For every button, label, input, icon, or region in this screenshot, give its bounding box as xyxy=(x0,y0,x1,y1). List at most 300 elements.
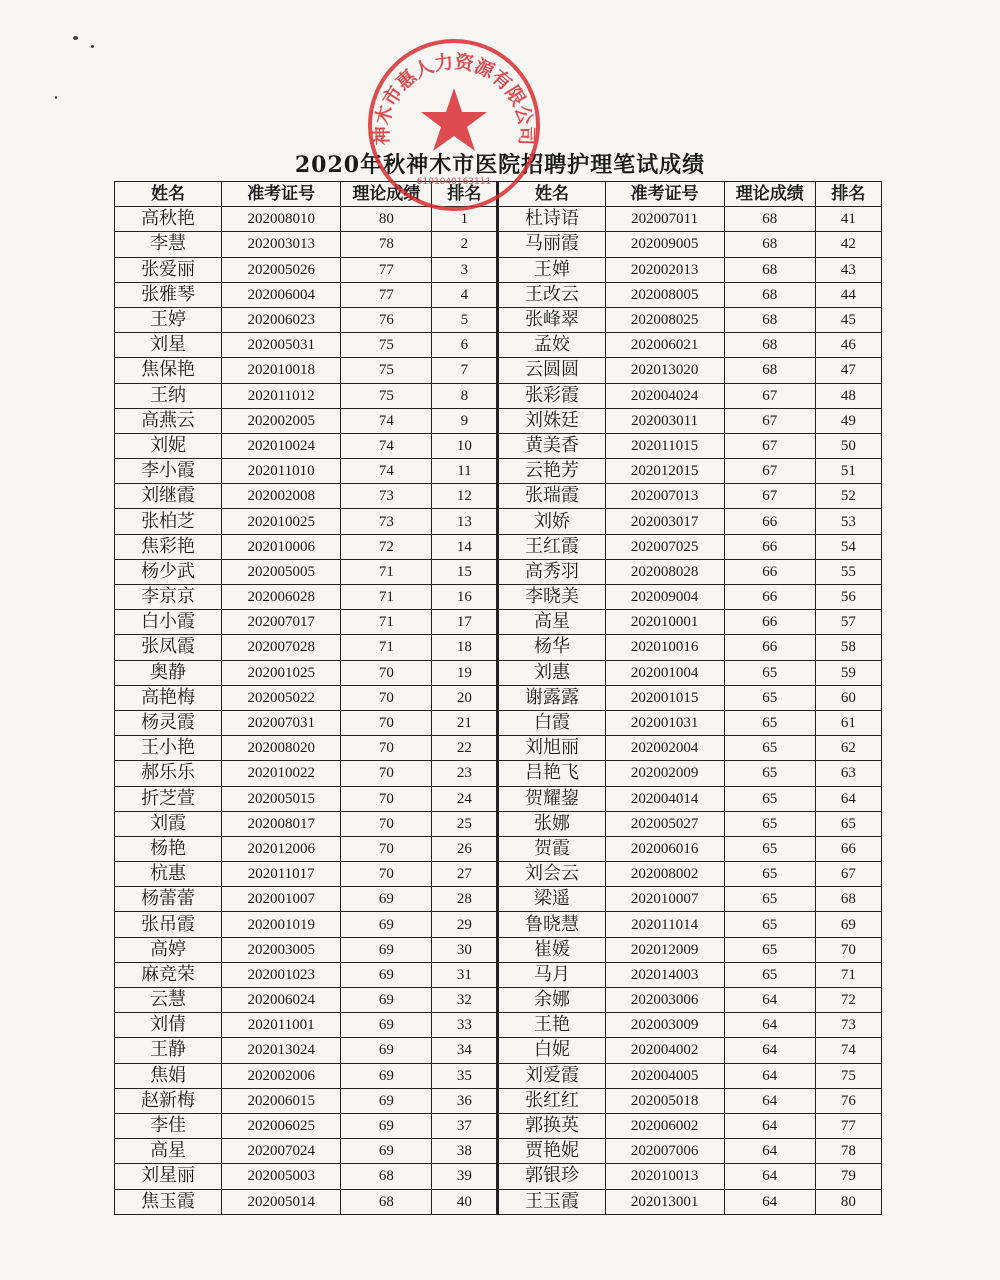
left-id-cell: 202007031 xyxy=(222,710,341,735)
table-row xyxy=(115,836,882,861)
table-row xyxy=(115,1038,882,1063)
table-row xyxy=(115,660,882,685)
right-id-cell: 202002013 xyxy=(605,257,724,282)
right-name-cell: 贺耀鋆 xyxy=(498,786,605,811)
right-rank-cell: 78 xyxy=(815,1139,881,1164)
left-score-cell: 69 xyxy=(341,1088,432,1113)
left-name-cell: 高艳梅 xyxy=(115,685,222,710)
header-name: 姓名 xyxy=(498,182,605,207)
left-name-cell: 张爱丽 xyxy=(115,257,222,282)
right-rank-cell: 80 xyxy=(815,1189,881,1214)
left-id-cell: 202007024 xyxy=(222,1139,341,1164)
left-id-cell: 202013024 xyxy=(222,1038,341,1063)
left-name-cell: 李小霞 xyxy=(115,459,222,484)
left-score-cell: 75 xyxy=(341,383,432,408)
table-row xyxy=(115,937,882,962)
left-rank-cell: 29 xyxy=(432,912,498,937)
right-id-cell: 202002009 xyxy=(605,761,724,786)
right-name-cell: 贾艳妮 xyxy=(498,1139,605,1164)
table-row xyxy=(115,1013,882,1038)
left-id-cell: 202011017 xyxy=(222,862,341,887)
right-name-cell: 杜诗语 xyxy=(498,207,605,232)
left-id-cell: 202008017 xyxy=(222,811,341,836)
right-id-cell: 202009005 xyxy=(605,232,724,257)
left-rank-cell: 6 xyxy=(432,333,498,358)
right-score-cell: 64 xyxy=(724,1088,815,1113)
left-name-cell: 焦保艳 xyxy=(115,358,222,383)
right-id-cell: 202003009 xyxy=(605,1013,724,1038)
left-name-cell: 云慧 xyxy=(115,988,222,1013)
right-rank-cell: 54 xyxy=(815,534,881,559)
table-row xyxy=(115,307,882,332)
right-score-cell: 68 xyxy=(724,232,815,257)
left-score-cell: 76 xyxy=(341,307,432,332)
left-name-cell: 刘霞 xyxy=(115,811,222,836)
right-id-cell: 202003006 xyxy=(605,988,724,1013)
page-title: 2020年秋神木市医院招聘护理笔试成绩 xyxy=(294,152,706,178)
right-name-cell: 李晓美 xyxy=(498,585,605,610)
left-rank-cell: 17 xyxy=(432,610,498,635)
right-name-cell: 刘姝廷 xyxy=(498,408,605,433)
right-score-cell: 66 xyxy=(724,635,815,660)
left-id-cell: 202005026 xyxy=(222,257,341,282)
right-rank-cell: 56 xyxy=(815,585,881,610)
right-id-cell: 202005027 xyxy=(605,811,724,836)
right-score-cell: 64 xyxy=(724,988,815,1013)
header-row xyxy=(115,182,882,207)
right-id-cell: 202004024 xyxy=(605,383,724,408)
table-row xyxy=(115,207,882,232)
left-name-cell: 焦玉霞 xyxy=(115,1189,222,1214)
right-id-cell: 202004005 xyxy=(605,1063,724,1088)
right-id-cell: 202001015 xyxy=(605,685,724,710)
right-id-cell: 202007006 xyxy=(605,1139,724,1164)
left-id-cell: 202011012 xyxy=(222,383,341,408)
left-rank-cell: 28 xyxy=(432,887,498,912)
right-rank-cell: 72 xyxy=(815,988,881,1013)
left-id-cell: 202002008 xyxy=(222,484,341,509)
left-name-cell: 刘星丽 xyxy=(115,1164,222,1189)
left-rank-cell: 30 xyxy=(432,937,498,962)
left-name-cell: 奥静 xyxy=(115,660,222,685)
left-score-cell: 69 xyxy=(341,1013,432,1038)
right-score-cell: 66 xyxy=(724,610,815,635)
right-id-cell: 202006002 xyxy=(605,1113,724,1138)
left-rank-cell: 11 xyxy=(432,459,498,484)
left-id-cell: 202010025 xyxy=(222,509,341,534)
right-id-cell: 202001031 xyxy=(605,710,724,735)
left-score-cell: 70 xyxy=(341,710,432,735)
table-row xyxy=(115,988,882,1013)
left-score-cell: 72 xyxy=(341,534,432,559)
right-name-cell: 黄美香 xyxy=(498,433,605,458)
left-id-cell: 202011010 xyxy=(222,459,341,484)
left-id-cell: 202005003 xyxy=(222,1164,341,1189)
right-id-cell: 202010013 xyxy=(605,1164,724,1189)
left-rank-cell: 12 xyxy=(432,484,498,509)
table-row xyxy=(115,257,882,282)
left-name-cell: 杨少武 xyxy=(115,559,222,584)
left-id-cell: 202002006 xyxy=(222,1063,341,1088)
table-row xyxy=(115,887,882,912)
header-rank: 排名 xyxy=(815,182,881,207)
right-score-cell: 68 xyxy=(724,307,815,332)
right-name-cell: 王红霞 xyxy=(498,534,605,559)
left-score-cell: 71 xyxy=(341,559,432,584)
right-rank-cell: 50 xyxy=(815,433,881,458)
left-name-cell: 李京京 xyxy=(115,585,222,610)
left-score-cell: 69 xyxy=(341,937,432,962)
right-score-cell: 68 xyxy=(724,358,815,383)
left-name-cell: 张柏芝 xyxy=(115,509,222,534)
left-name-cell: 白小霞 xyxy=(115,610,222,635)
left-name-cell: 折芝萱 xyxy=(115,786,222,811)
right-score-cell: 65 xyxy=(724,786,815,811)
right-rank-cell: 45 xyxy=(815,307,881,332)
right-rank-cell: 44 xyxy=(815,282,881,307)
left-score-cell: 68 xyxy=(341,1164,432,1189)
table-row xyxy=(115,1063,882,1088)
left-name-cell: 高秋艳 xyxy=(115,207,222,232)
right-name-cell: 刘惠 xyxy=(498,660,605,685)
right-score-cell: 64 xyxy=(724,1063,815,1088)
right-name-cell: 余娜 xyxy=(498,988,605,1013)
right-id-cell: 202012015 xyxy=(605,459,724,484)
left-rank-cell: 26 xyxy=(432,836,498,861)
right-id-cell: 202008025 xyxy=(605,307,724,332)
right-score-cell: 66 xyxy=(724,509,815,534)
left-id-cell: 202006028 xyxy=(222,585,341,610)
right-score-cell: 64 xyxy=(724,1164,815,1189)
header-name: 姓名 xyxy=(115,182,222,207)
header-id: 准考证号 xyxy=(605,182,724,207)
right-rank-cell: 70 xyxy=(815,937,881,962)
table-row xyxy=(115,408,882,433)
right-score-cell: 64 xyxy=(724,1113,815,1138)
table-row xyxy=(115,282,882,307)
left-name-cell: 杨灵霞 xyxy=(115,710,222,735)
right-score-cell: 64 xyxy=(724,1038,815,1063)
left-rank-cell: 23 xyxy=(432,761,498,786)
right-name-cell: 白霞 xyxy=(498,710,605,735)
right-name-cell: 王玉霞 xyxy=(498,1189,605,1214)
right-rank-cell: 49 xyxy=(815,408,881,433)
right-id-cell: 202008028 xyxy=(605,559,724,584)
table-row xyxy=(115,710,882,735)
left-rank-cell: 7 xyxy=(432,358,498,383)
left-name-cell: 张凤霞 xyxy=(115,635,222,660)
table-row xyxy=(115,635,882,660)
right-name-cell: 郭银珍 xyxy=(498,1164,605,1189)
left-name-cell: 刘继霞 xyxy=(115,484,222,509)
left-score-cell: 71 xyxy=(341,635,432,660)
right-name-cell: 马月 xyxy=(498,962,605,987)
left-name-cell: 高星 xyxy=(115,1139,222,1164)
left-score-cell: 69 xyxy=(341,1139,432,1164)
left-rank-cell: 36 xyxy=(432,1088,498,1113)
table-row xyxy=(115,912,882,937)
right-id-cell: 202007011 xyxy=(605,207,724,232)
right-rank-cell: 79 xyxy=(815,1164,881,1189)
left-name-cell: 高婷 xyxy=(115,937,222,962)
left-name-cell: 郝乐乐 xyxy=(115,761,222,786)
right-id-cell: 202004014 xyxy=(605,786,724,811)
right-name-cell: 张娜 xyxy=(498,811,605,836)
right-name-cell: 郭换英 xyxy=(498,1113,605,1138)
left-id-cell: 202010024 xyxy=(222,433,341,458)
right-rank-cell: 43 xyxy=(815,257,881,282)
left-name-cell: 高燕云 xyxy=(115,408,222,433)
right-rank-cell: 57 xyxy=(815,610,881,635)
left-rank-cell: 40 xyxy=(432,1189,498,1214)
right-name-cell: 张彩霞 xyxy=(498,383,605,408)
left-score-cell: 69 xyxy=(341,1063,432,1088)
right-name-cell: 王艳 xyxy=(498,1013,605,1038)
left-name-cell: 杨蕾蕾 xyxy=(115,887,222,912)
left-rank-cell: 25 xyxy=(432,811,498,836)
left-rank-cell: 22 xyxy=(432,736,498,761)
table-row xyxy=(115,962,882,987)
left-rank-cell: 4 xyxy=(432,282,498,307)
left-id-cell: 202010006 xyxy=(222,534,341,559)
right-score-cell: 65 xyxy=(724,761,815,786)
seal-star-icon xyxy=(421,88,487,151)
table-row xyxy=(115,610,882,635)
left-score-cell: 75 xyxy=(341,358,432,383)
left-score-cell: 75 xyxy=(341,333,432,358)
left-rank-cell: 38 xyxy=(432,1139,498,1164)
scan-speck xyxy=(73,36,78,40)
scan-speck xyxy=(55,96,57,99)
left-score-cell: 69 xyxy=(341,887,432,912)
right-score-cell: 65 xyxy=(724,937,815,962)
right-id-cell: 202003017 xyxy=(605,509,724,534)
right-rank-cell: 48 xyxy=(815,383,881,408)
left-rank-cell: 32 xyxy=(432,988,498,1013)
right-id-cell: 202001004 xyxy=(605,660,724,685)
left-name-cell: 张雅琴 xyxy=(115,282,222,307)
table-row xyxy=(115,383,882,408)
right-score-cell: 65 xyxy=(724,912,815,937)
left-score-cell: 77 xyxy=(341,257,432,282)
left-score-cell: 70 xyxy=(341,761,432,786)
left-rank-cell: 13 xyxy=(432,509,498,534)
left-score-cell: 71 xyxy=(341,585,432,610)
right-score-cell: 67 xyxy=(724,484,815,509)
left-id-cell: 202005031 xyxy=(222,333,341,358)
left-id-cell: 202002005 xyxy=(222,408,341,433)
left-score-cell: 80 xyxy=(341,207,432,232)
right-rank-cell: 64 xyxy=(815,786,881,811)
right-score-cell: 67 xyxy=(724,408,815,433)
left-id-cell: 202006024 xyxy=(222,988,341,1013)
right-name-cell: 刘会云 xyxy=(498,862,605,887)
left-rank-cell: 5 xyxy=(432,307,498,332)
left-score-cell: 74 xyxy=(341,433,432,458)
right-name-cell: 白妮 xyxy=(498,1038,605,1063)
right-id-cell: 202005018 xyxy=(605,1088,724,1113)
left-score-cell: 69 xyxy=(341,1113,432,1138)
table-row xyxy=(115,685,882,710)
right-name-cell: 梁遥 xyxy=(498,887,605,912)
left-id-cell: 202010018 xyxy=(222,358,341,383)
left-rank-cell: 35 xyxy=(432,1063,498,1088)
right-rank-cell: 53 xyxy=(815,509,881,534)
left-score-cell: 70 xyxy=(341,736,432,761)
right-rank-cell: 67 xyxy=(815,862,881,887)
right-rank-cell: 69 xyxy=(815,912,881,937)
right-rank-cell: 47 xyxy=(815,358,881,383)
left-name-cell: 王纳 xyxy=(115,383,222,408)
right-rank-cell: 58 xyxy=(815,635,881,660)
scan-speck xyxy=(91,45,94,48)
left-name-cell: 焦彩艳 xyxy=(115,534,222,559)
left-id-cell: 202008010 xyxy=(222,207,341,232)
right-rank-cell: 65 xyxy=(815,811,881,836)
left-rank-cell: 31 xyxy=(432,962,498,987)
left-score-cell: 70 xyxy=(341,811,432,836)
right-name-cell: 云艳芳 xyxy=(498,459,605,484)
seal-code: 6101040163111 xyxy=(416,177,492,187)
right-score-cell: 65 xyxy=(724,887,815,912)
left-score-cell: 69 xyxy=(341,962,432,987)
right-name-cell: 王改云 xyxy=(498,282,605,307)
left-rank-cell: 21 xyxy=(432,710,498,735)
right-id-cell: 202011015 xyxy=(605,433,724,458)
right-score-cell: 67 xyxy=(724,433,815,458)
left-id-cell: 202010022 xyxy=(222,761,341,786)
left-id-cell: 202007017 xyxy=(222,610,341,635)
right-score-cell: 65 xyxy=(724,862,815,887)
left-rank-cell: 33 xyxy=(432,1013,498,1038)
right-id-cell: 202008002 xyxy=(605,862,724,887)
left-rank-cell: 39 xyxy=(432,1164,498,1189)
right-name-cell: 高星 xyxy=(498,610,605,635)
left-score-cell: 69 xyxy=(341,1038,432,1063)
left-id-cell: 202001025 xyxy=(222,660,341,685)
right-score-cell: 68 xyxy=(724,207,815,232)
right-name-cell: 云圆圆 xyxy=(498,358,605,383)
left-id-cell: 202008020 xyxy=(222,736,341,761)
right-name-cell: 鲁晓慧 xyxy=(498,912,605,937)
left-id-cell: 202012006 xyxy=(222,836,341,861)
table-row xyxy=(115,358,882,383)
table-row xyxy=(115,1189,882,1214)
right-rank-cell: 60 xyxy=(815,685,881,710)
left-name-cell: 杨艳 xyxy=(115,836,222,861)
right-score-cell: 65 xyxy=(724,811,815,836)
table-row xyxy=(115,736,882,761)
right-rank-cell: 41 xyxy=(815,207,881,232)
right-score-cell: 65 xyxy=(724,962,815,987)
left-id-cell: 202005015 xyxy=(222,786,341,811)
right-id-cell: 202002004 xyxy=(605,736,724,761)
left-score-cell: 73 xyxy=(341,484,432,509)
right-id-cell: 202006021 xyxy=(605,333,724,358)
left-rank-cell: 1 xyxy=(432,207,498,232)
left-name-cell: 李佳 xyxy=(115,1113,222,1138)
right-name-cell: 刘旭丽 xyxy=(498,736,605,761)
table-row xyxy=(115,232,882,257)
right-score-cell: 65 xyxy=(724,736,815,761)
left-name-cell: 刘倩 xyxy=(115,1013,222,1038)
right-rank-cell: 75 xyxy=(815,1063,881,1088)
right-name-cell: 张瑞霞 xyxy=(498,484,605,509)
table-row xyxy=(115,1113,882,1138)
left-rank-cell: 19 xyxy=(432,660,498,685)
table-row xyxy=(115,1139,882,1164)
right-score-cell: 67 xyxy=(724,459,815,484)
right-rank-cell: 77 xyxy=(815,1113,881,1138)
left-score-cell: 74 xyxy=(341,459,432,484)
right-rank-cell: 52 xyxy=(815,484,881,509)
right-name-cell: 刘爱霞 xyxy=(498,1063,605,1088)
left-rank-cell: 15 xyxy=(432,559,498,584)
right-score-cell: 65 xyxy=(724,836,815,861)
right-score-cell: 66 xyxy=(724,559,815,584)
left-name-cell: 赵新梅 xyxy=(115,1088,222,1113)
left-rank-cell: 37 xyxy=(432,1113,498,1138)
left-id-cell: 202006004 xyxy=(222,282,341,307)
left-name-cell: 李慧 xyxy=(115,232,222,257)
right-id-cell: 202012009 xyxy=(605,937,724,962)
right-score-cell: 68 xyxy=(724,333,815,358)
right-name-cell: 张红红 xyxy=(498,1088,605,1113)
left-id-cell: 202011001 xyxy=(222,1013,341,1038)
left-score-cell: 78 xyxy=(341,232,432,257)
left-score-cell: 70 xyxy=(341,862,432,887)
left-name-cell: 王静 xyxy=(115,1038,222,1063)
right-id-cell: 202006016 xyxy=(605,836,724,861)
right-id-cell: 202010016 xyxy=(605,635,724,660)
right-name-cell: 崔媛 xyxy=(498,937,605,962)
header-score: 理论成绩 xyxy=(724,182,815,207)
header-rank: 排名 xyxy=(432,182,498,207)
left-rank-cell: 20 xyxy=(432,685,498,710)
left-id-cell: 202003005 xyxy=(222,937,341,962)
right-score-cell: 65 xyxy=(724,660,815,685)
left-score-cell: 70 xyxy=(341,836,432,861)
left-rank-cell: 2 xyxy=(432,232,498,257)
right-name-cell: 张峰翠 xyxy=(498,307,605,332)
right-rank-cell: 74 xyxy=(815,1038,881,1063)
table-row xyxy=(115,761,882,786)
right-rank-cell: 71 xyxy=(815,962,881,987)
right-id-cell: 202013001 xyxy=(605,1189,724,1214)
left-rank-cell: 18 xyxy=(432,635,498,660)
right-id-cell: 202010001 xyxy=(605,610,724,635)
right-name-cell: 杨华 xyxy=(498,635,605,660)
right-name-cell: 马丽霞 xyxy=(498,232,605,257)
right-score-cell: 66 xyxy=(724,534,815,559)
left-rank-cell: 34 xyxy=(432,1038,498,1063)
left-id-cell: 202003013 xyxy=(222,232,341,257)
right-name-cell: 孟姣 xyxy=(498,333,605,358)
right-rank-cell: 73 xyxy=(815,1013,881,1038)
right-name-cell: 王婵 xyxy=(498,257,605,282)
left-name-cell: 杭惠 xyxy=(115,862,222,887)
right-rank-cell: 62 xyxy=(815,736,881,761)
table-row xyxy=(115,534,882,559)
left-name-cell: 刘妮 xyxy=(115,433,222,458)
table-row xyxy=(115,333,882,358)
left-name-cell: 王小艳 xyxy=(115,736,222,761)
left-id-cell: 202001023 xyxy=(222,962,341,987)
header-id: 准考证号 xyxy=(222,182,341,207)
right-rank-cell: 55 xyxy=(815,559,881,584)
table-row xyxy=(115,811,882,836)
right-id-cell: 202013020 xyxy=(605,358,724,383)
